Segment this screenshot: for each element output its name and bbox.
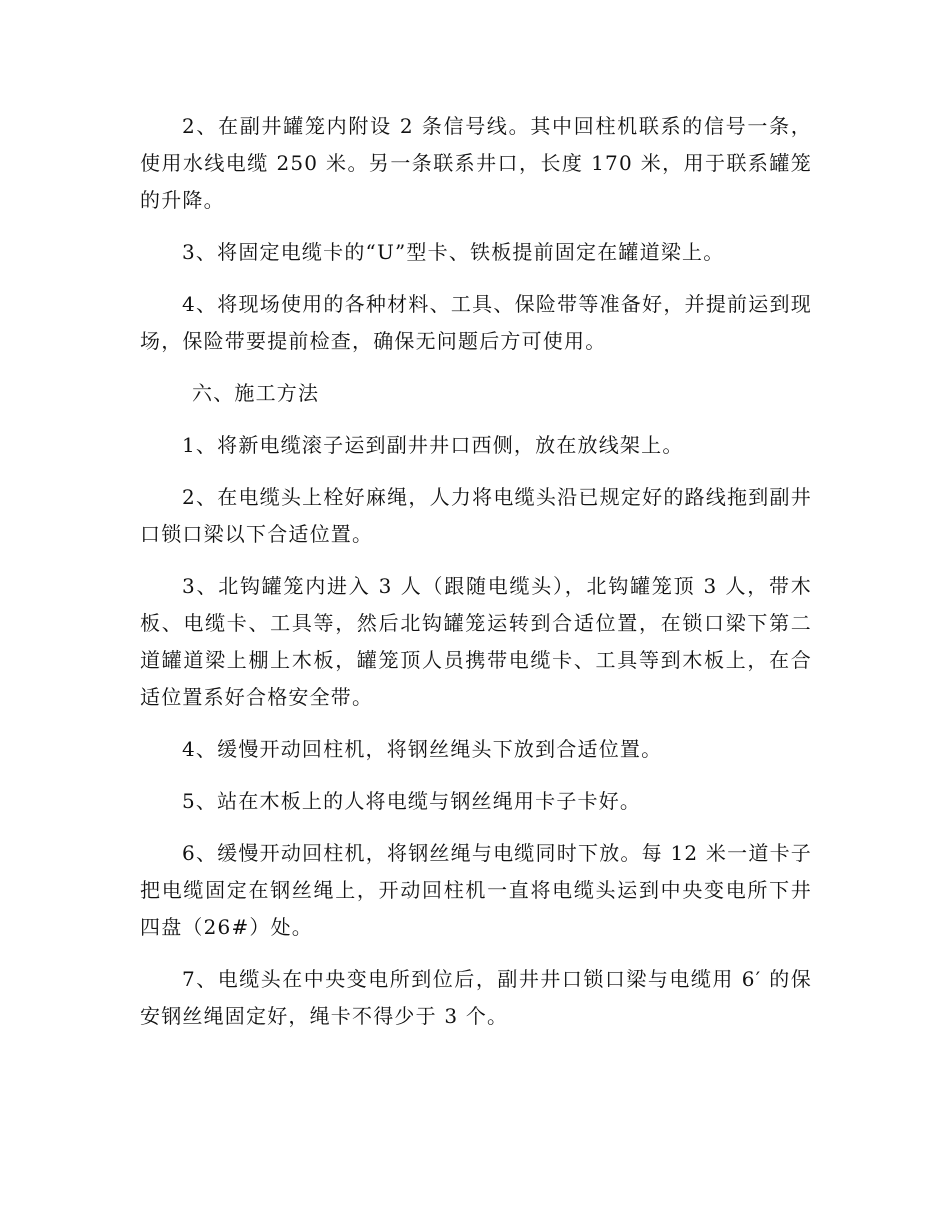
step-2: 2、在电缆头上栓好麻绳，人力将电缆头沿已规定好的路线拖到副井口锁口梁以下合适位置。	[140, 485, 812, 546]
paragraph-gap	[140, 768, 812, 783]
step-4: 4、缓慢开动回柱机，将钢丝绳头下放到合适位置。	[182, 737, 663, 761]
paragraph-item-2-signal-lines: 2、在副井罐笼内附设 2 条信号线。其中回柱机联系的信号一条，使用水线电缆 250 米。另一条联系井口，长度 170 米，用于联系罐笼的升降。	[140, 114, 812, 212]
paragraph-item-3-cable-clamps: 3、将固定电缆卡的“U”型卡、铁板提前固定在罐道梁上。	[182, 240, 725, 264]
document-body	[140, 108, 812, 1035]
paragraph-gap	[140, 464, 812, 479]
paragraph-gap	[140, 716, 812, 731]
step-5: 5、站在木板上的人将电缆与钢丝绳用卡子卡好。	[182, 789, 642, 813]
paragraph-gap	[140, 360, 812, 375]
step-7: 7、电缆头在中央变电所到位后，副井井口锁口梁与电缆用 6′ 的保安钢丝绳固定好，绳卡不得少于 3 个。	[140, 967, 812, 1028]
paragraph-gap	[140, 946, 812, 961]
section-heading-construction-method: 六、施工方法	[192, 381, 320, 405]
step-3: 3、北钩罐笼内进入 3 人（跟随电缆头），北钩罐笼顶 3 人，带木板、电缆卡、工具等，然后北钩罐笼运转到合适位置，在锁口梁下第二道罐道梁上棚上木板，罐笼顶人员携带电缆卡、工具等到木板上，在合适位置系好合格安全带。	[140, 574, 812, 709]
step-1: 1、将新电缆滚子运到副井井口西侧，放在放线架上。	[182, 433, 684, 457]
paragraph-gap	[140, 219, 812, 234]
paragraph-gap	[140, 553, 812, 568]
paragraph-gap	[140, 271, 812, 286]
paragraph-item-4-materials: 4、将现场使用的各种材料、工具、保险带等准备好，并提前运到现场，保险带要提前检查，确保无问题后方可使用。	[140, 292, 812, 353]
paragraph-gap	[140, 820, 812, 835]
paragraph-gap	[140, 412, 812, 427]
step-6: 6、缓慢开动回柱机，将钢丝绳与电缆同时下放。每 12 米一道卡子把电缆固定在钢丝绳上，开动回柱机一直将电缆头运到中央变电所下井四盘（26#）处。	[140, 841, 812, 939]
